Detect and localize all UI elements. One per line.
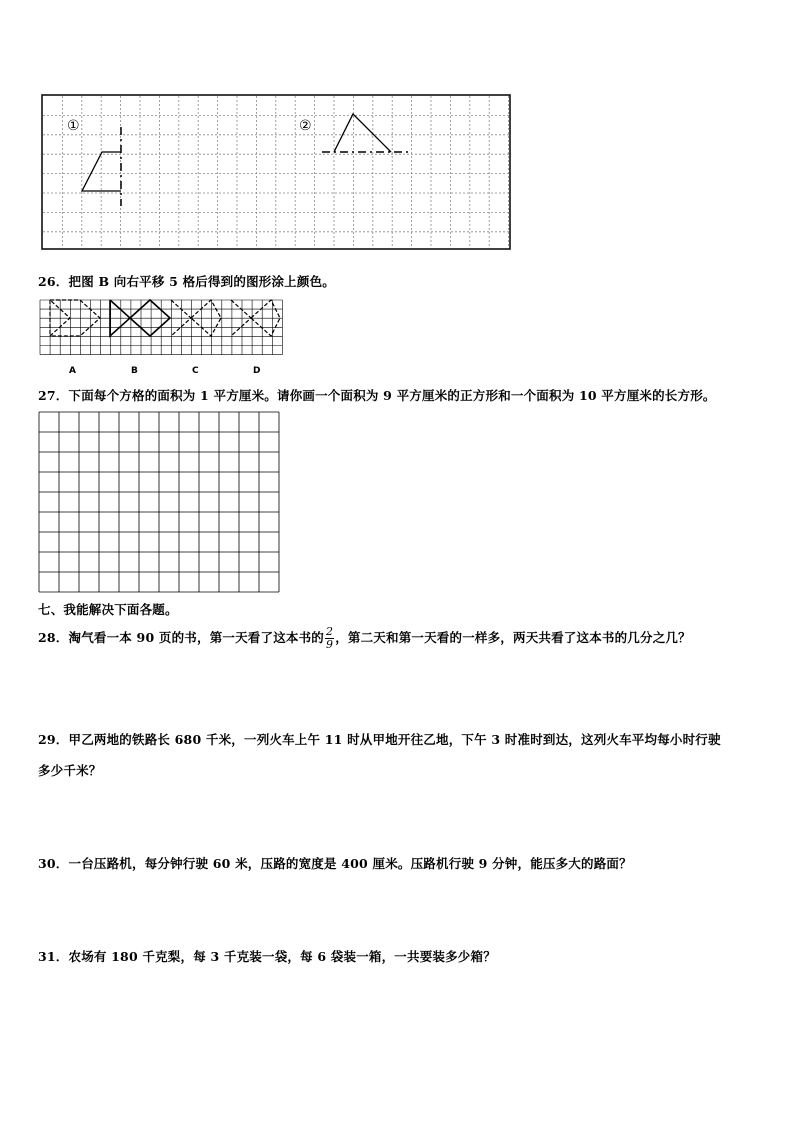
fraction [325,626,334,651]
square-grid-lines [39,412,279,592]
fraction-numerator: 2 [326,625,334,638]
reflection-grid-figure [0,0,794,260]
question-28 [38,626,691,651]
triangle-shape [334,114,391,152]
section-seven-heading: 七、我能解决下面各题。 [38,602,178,617]
question-30: 30．一台压路机，每分钟行驶 60 米，压路的宽度是 400 厘米。压路机行驶 9 分钟，能压多大的路面？ [38,856,632,871]
translation-figure [0,290,794,380]
question-29-line1: 29．甲乙两地的铁路长 680 千米，一列火车上午 11 时从甲地开往乙地，下午 3 时准时到达，这列火车平均每小时行驶 [38,732,721,747]
option-label-d: D [253,366,261,376]
question-26: 26．把图 B 向右平移 5 格后得到的图形涂上颜色。 [38,274,335,289]
question-29-line2: 多少千米？ [38,763,102,778]
question-31: 31．农场有 180 千克梨，每 3 千克装一袋，每 6 袋装一箱，一共要装多少箱？ [38,949,496,964]
small-grid [40,300,282,355]
question-27: 27．下面每个方格的面积为 1 平方厘米。请你画一个面积为 9 平方厘米的正方形和一个面积为 10 平方厘米的长方形。 [38,388,716,403]
question-28-part1: 28．淘气看一本 90 页的书，第一天看了这本书的 [38,630,324,645]
figure-label-2: ② [299,118,312,134]
option-label-a: A [69,366,76,376]
option-label-c: C [192,366,199,376]
question-28-part2: ，第二天和第一天看的一样多，两天共看了这本书的几分之几？ [335,630,691,645]
option-label-b: B [131,366,138,376]
figure-label-1: ① [67,118,80,134]
fraction-denominator: 9 [326,638,334,651]
dotted-grid [43,96,509,248]
drawing-grid [0,400,794,600]
